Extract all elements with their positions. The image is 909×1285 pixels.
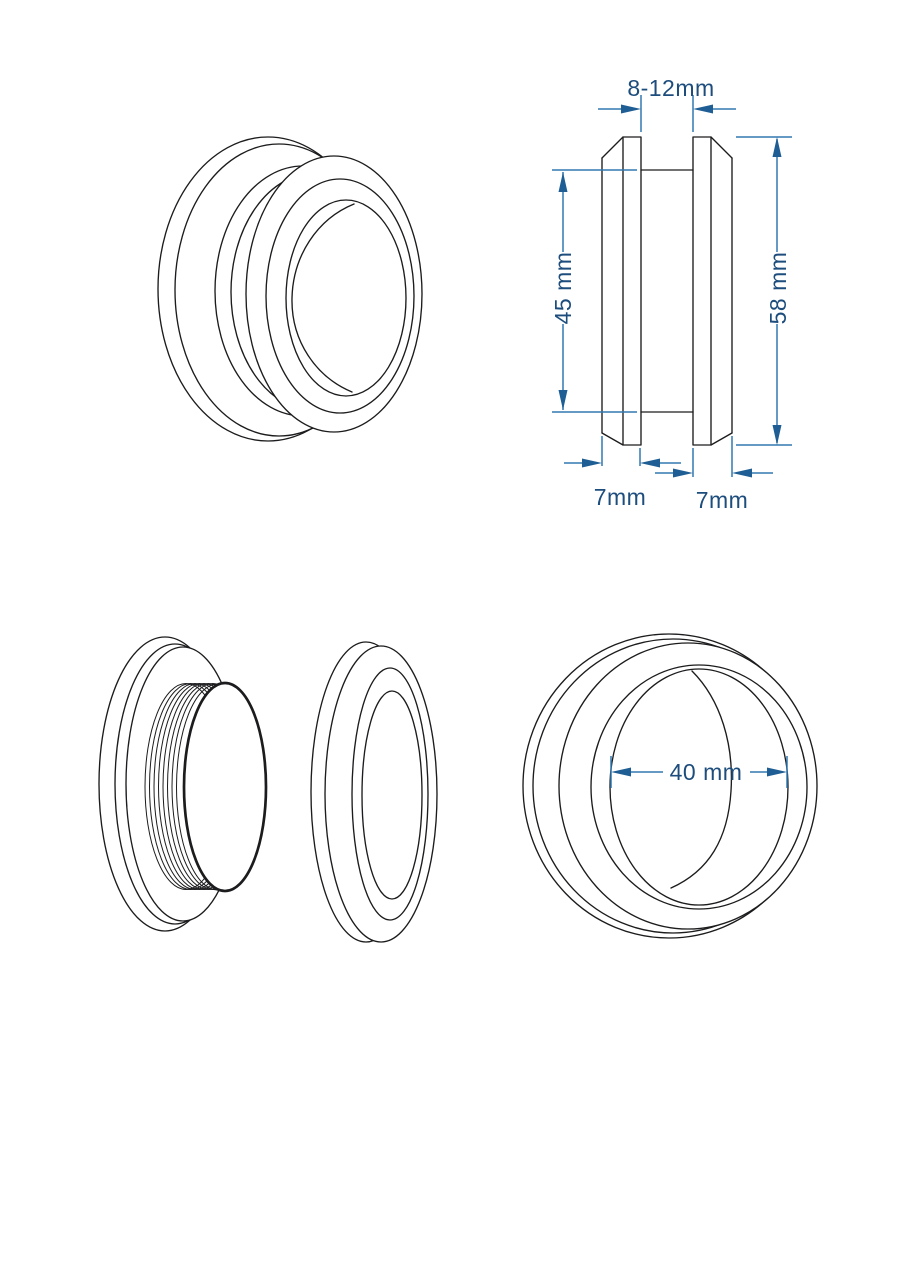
arrow-right-icon bbox=[582, 459, 602, 468]
arrow-up-icon bbox=[773, 137, 782, 157]
arrow-left-icon bbox=[732, 469, 752, 478]
dim-inner-height bbox=[550, 170, 637, 412]
front-view bbox=[523, 634, 817, 938]
hole-diameter-label: 40 mm bbox=[669, 759, 743, 785]
arrow-down-icon bbox=[773, 425, 782, 445]
arrow-down-icon bbox=[559, 390, 568, 410]
section-part-outline bbox=[602, 137, 732, 445]
arrow-left-icon bbox=[640, 459, 660, 468]
arrow-left-icon bbox=[693, 105, 713, 114]
section-view bbox=[550, 75, 792, 513]
dim-outer-height bbox=[736, 137, 792, 445]
inner-height-label: 45 mm bbox=[550, 251, 576, 325]
glass-thickness-label: 8-12mm bbox=[627, 75, 715, 101]
front-flange-depth-label: 7mm bbox=[593, 484, 647, 510]
outer-height-label: 58 mm bbox=[765, 251, 791, 325]
threaded-body bbox=[99, 637, 266, 931]
arrow-up-icon bbox=[559, 172, 568, 192]
back-flange-depth-label: 7mm bbox=[695, 487, 749, 513]
trim-ring bbox=[311, 642, 437, 942]
isometric-view bbox=[158, 137, 422, 441]
dim-back-flange-depth bbox=[655, 436, 773, 513]
dim-glass-thickness bbox=[598, 75, 736, 132]
thread-face bbox=[184, 683, 266, 891]
exploded-view bbox=[99, 637, 437, 942]
arrow-right-icon bbox=[621, 105, 641, 114]
arrow-right-icon bbox=[673, 469, 693, 478]
